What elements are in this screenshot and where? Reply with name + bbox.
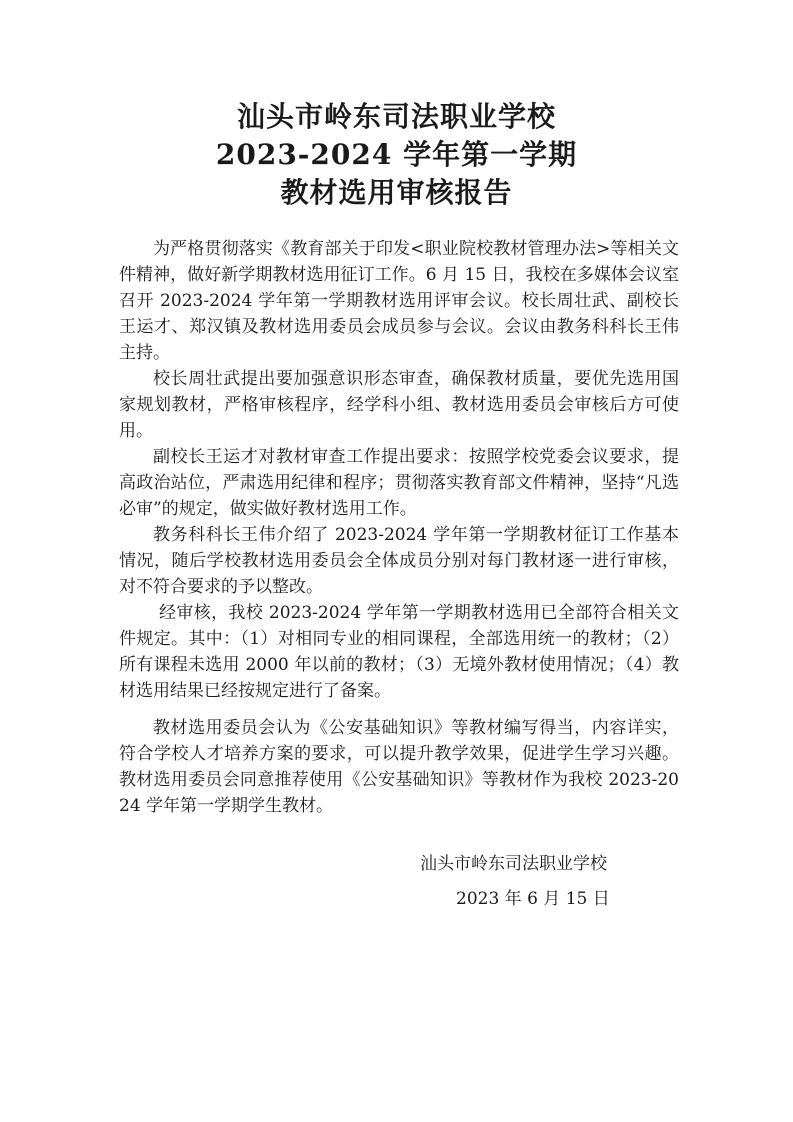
paragraph-vice-principal: 副校长王运才对教材审查工作提出要求：按照学校党委会议要求，提高政治站位，严肃选用纪律和程序；贯彻落实教育部文件精神，坚持“凡选必审”的规定，做实做好教材选用工作。 <box>119 447 679 519</box>
paragraph-academic-affairs: 教务科科长王伟介绍了 2023-2024 学年第一学期教材征订工作基本情况，随后学校教材选用委员会全体成员分别对每门教材逐一进行审核，对不符合要求的予以整改。 <box>119 525 679 597</box>
title-school-name: 汕头市岭东司法职业学校 <box>236 100 556 133</box>
paragraph-committee-conclusion: 教材选用委员会认为《公安基础知识》等教材编写得当，内容详实，符合学校人才培养方案的要求，可以提升教学效果，促进学生学习兴趣。教材选用委员会同意推荐使用《公安基础知识》等教材作为我校 2023-2024 学年第一学期学生教材。 <box>119 718 679 816</box>
paragraph-review-result: 经审核，我校 2023-2024 学年第一学期教材选用已全部符合相关文件规定。其中：（1）对相同专业的相同课程，全部选用统一的教材；（2）所有课程未选用 2000 年以前的教材；（3）无境外教材使用情况；（4）教材选用结果已经按规定进行了备案。 <box>119 603 679 701</box>
signature-organization: 汕头市岭东司法职业学校 <box>420 854 607 874</box>
paragraph-intro: 为严格贯彻落实《教育部关于印发<职业院校教材管理办法>等相关文件精神，做好新学期教材选用征订工作。6 月 15 日，我校在多媒体会议室召开 2023-2024 学年第一学期教材选用评审会议。校长周壮武、副校长王运才、郑汉镇及教材选用委员会成员参与会议。会议由教务科科长王伟主持。 <box>119 239 679 363</box>
title-semester: 2023-2024 学年第一学期 <box>215 138 578 171</box>
document-title <box>0 98 793 212</box>
title-report-name: 教材选用审核报告 <box>280 176 513 209</box>
signature-date: 2023 年 6 月 15 日 <box>456 889 610 909</box>
document-body <box>119 236 679 819</box>
paragraph-principal: 校长周壮武提出要加强意识形态审查，确保教材质量，要优先选用国家规划教材，严格审核程序，经学科小组、教材选用委员会审核后方可使用。 <box>119 369 679 441</box>
